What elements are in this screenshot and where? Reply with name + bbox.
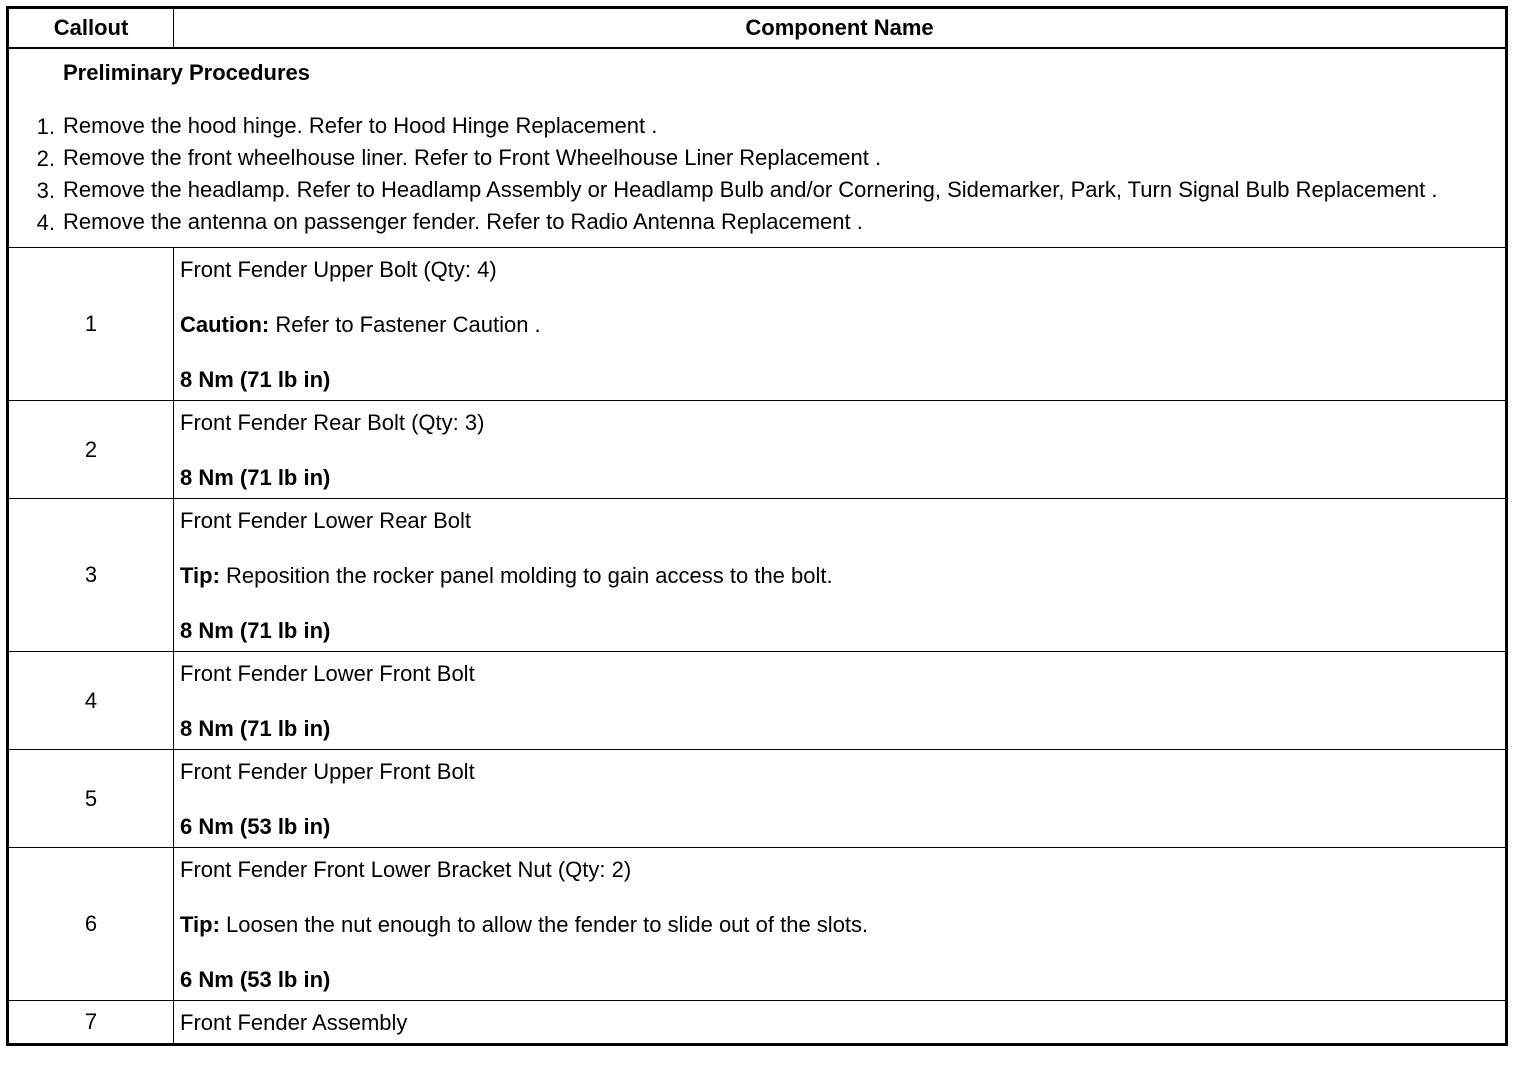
preliminary-step [9, 207, 1505, 239]
component-cell [174, 848, 1507, 1001]
preliminary-title: Preliminary Procedures [63, 60, 311, 85]
table-row [8, 248, 1507, 401]
table-row [8, 848, 1507, 1001]
component-cell [174, 652, 1507, 750]
torque-spec: 6 Nm (53 lb in) [180, 967, 331, 992]
table-row [8, 499, 1507, 652]
component-name-header: Component Name [174, 8, 1507, 49]
step-number: 4. [36, 210, 55, 235]
callout-number: 7 [8, 1001, 174, 1045]
callout-number: 3 [8, 499, 174, 652]
component-name: Front Fender Assembly [180, 1010, 408, 1035]
step-text: Remove the headlamp. Refer to Headlamp Assembly or Headlamp Bulb and/or Cornering, Sidemarker, Park, Turn Signal Bulb Replacement . [63, 177, 1438, 202]
step-number: 1. [36, 114, 55, 139]
component-table [6, 6, 1508, 1046]
torque-spec: 8 Nm (71 lb in) [180, 465, 331, 490]
table-row [8, 652, 1507, 750]
component-cell [174, 401, 1507, 499]
callout-number: 4 [8, 652, 174, 750]
component-cell [174, 750, 1507, 848]
note-label: Tip: [180, 912, 220, 937]
component-note [180, 311, 1499, 339]
table-header-row [8, 8, 1507, 49]
callout-number: 6 [8, 848, 174, 1001]
step-text: Remove the antenna on passenger fender. Refer to Radio Antenna Replacement . [63, 209, 863, 234]
component-name: Front Fender Rear Bolt (Qty: 3) [180, 410, 485, 435]
component-name: Front Fender Front Lower Bracket Nut (Qty: 2) [180, 857, 632, 882]
torque-spec: 8 Nm (71 lb in) [180, 716, 331, 741]
component-name: Front Fender Lower Front Bolt [180, 661, 475, 686]
component-note [180, 562, 1499, 590]
step-text: Remove the hood hinge. Refer to Hood Hinge Replacement . [63, 113, 658, 138]
torque-spec: 8 Nm (71 lb in) [180, 367, 331, 392]
component-name: Front Fender Upper Bolt (Qty: 4) [180, 257, 497, 282]
step-number: 3. [36, 178, 55, 203]
step-text: Remove the front wheelhouse liner. Refer to Front Wheelhouse Liner Replacement . [63, 145, 882, 170]
torque-spec: 8 Nm (71 lb in) [180, 618, 331, 643]
preliminary-step [9, 111, 1505, 143]
note-text: Loosen the nut enough to allow the fender to slide out of the slots. [219, 912, 869, 937]
table-row [8, 1001, 1507, 1045]
callout-number: 5 [8, 750, 174, 848]
step-number: 2. [36, 146, 55, 171]
callout-number: 1 [8, 248, 174, 401]
component-name: Front Fender Upper Front Bolt [180, 759, 475, 784]
component-note [180, 911, 1499, 939]
torque-spec: 6 Nm (53 lb in) [180, 814, 331, 839]
note-label: Caution: [180, 312, 270, 337]
component-cell [174, 499, 1507, 652]
preliminary-step [9, 175, 1505, 207]
callout-number: 2 [8, 401, 174, 499]
note-text: Refer to Fastener Caution . [269, 312, 541, 337]
table-row [8, 750, 1507, 848]
callout-header: Callout [8, 8, 174, 49]
preliminary-step [9, 143, 1505, 175]
component-cell [174, 248, 1507, 401]
component-name: Front Fender Lower Rear Bolt [180, 508, 472, 533]
note-label: Tip: [180, 563, 220, 588]
note-text: Reposition the rocker panel molding to gain access to the bolt. [219, 563, 833, 588]
table-row [8, 401, 1507, 499]
component-cell [174, 1001, 1507, 1045]
preliminary-procedures [8, 48, 1507, 248]
preliminary-row [8, 48, 1507, 248]
